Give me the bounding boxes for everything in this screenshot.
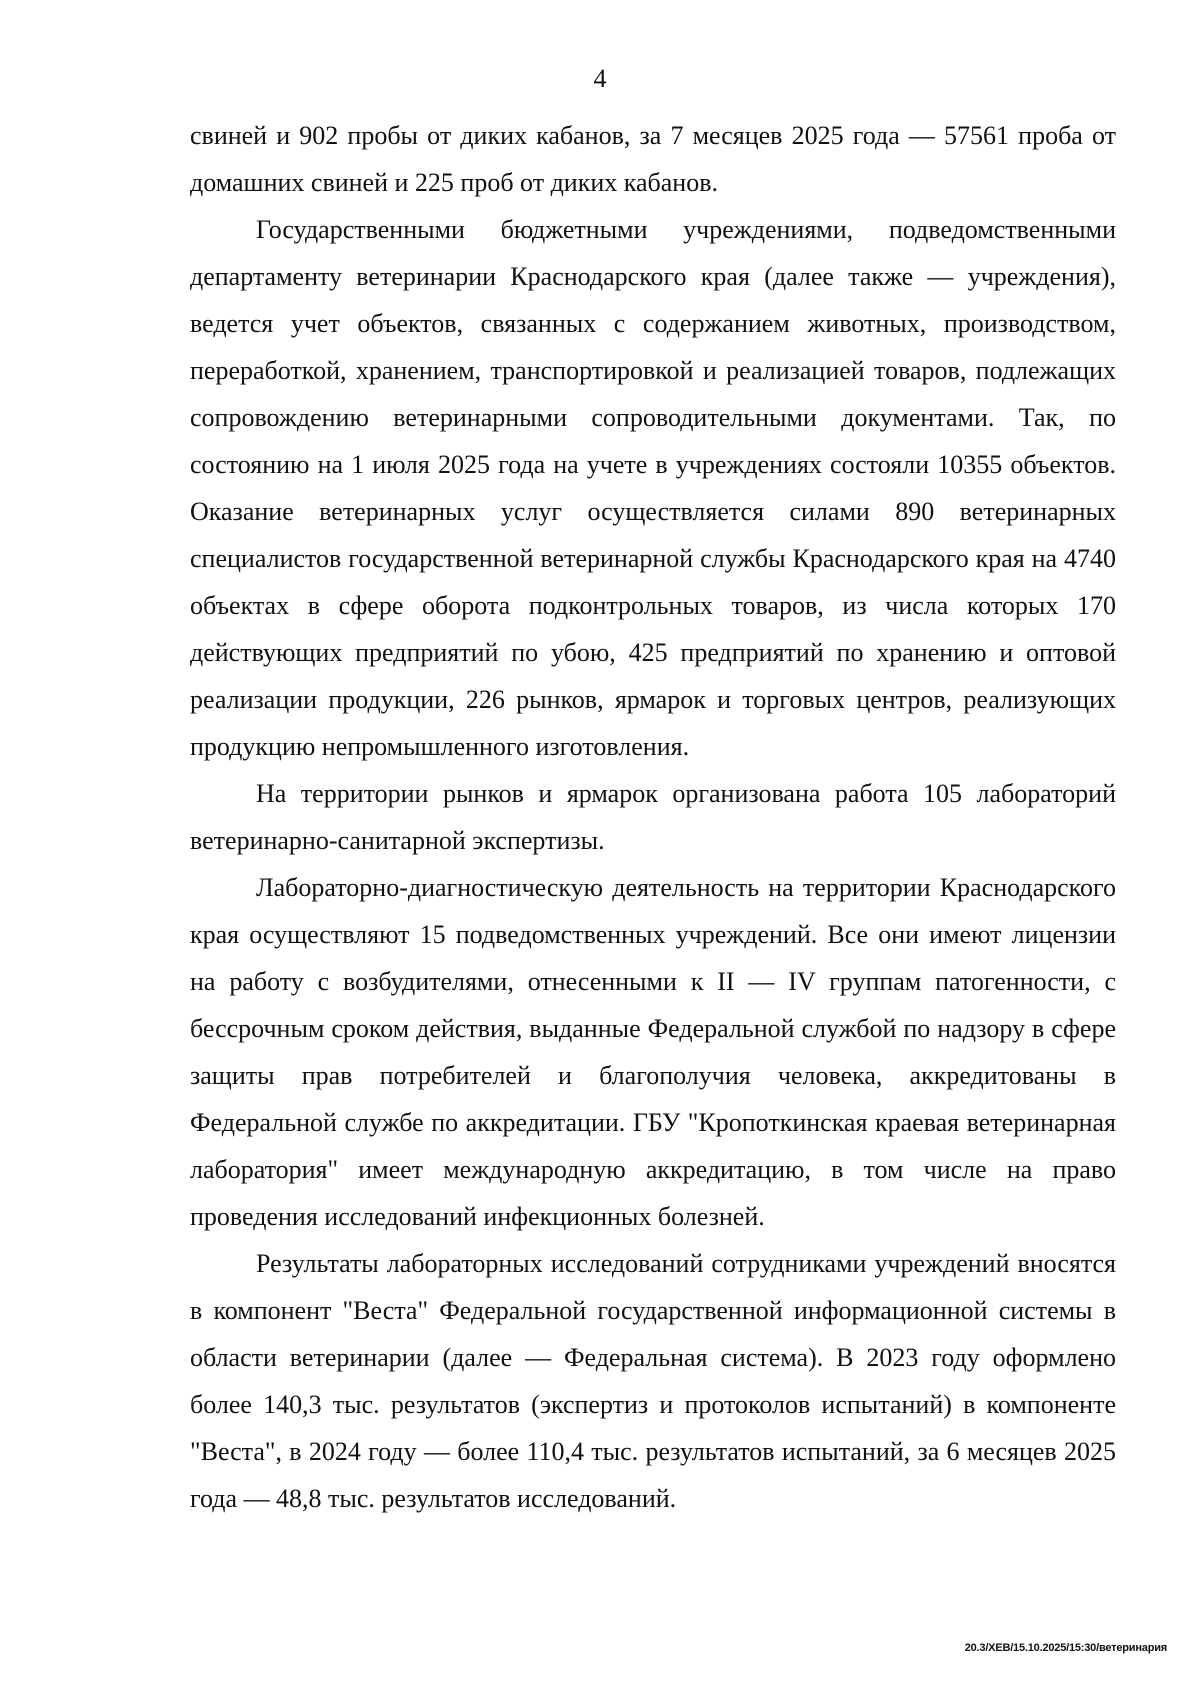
document-body [190,112,1116,1522]
footer-document-code: 20.3/ХЕВ/15.10.2025/15:30/ветеринария [964,1642,1167,1654]
paragraph-continuation: свиней и 902 пробы от диких кабанов, за 7 месяцев 2025 года — 57561 проба от домашних свиней и 225 проб от диких кабанов. [190,121,1116,197]
paragraph-diagnostic-activity: Лабораторно-диагностическую деятельность на территории Краснодарского края осуществляют 15 подведомственных учреждений. Все они имеют лицензии на работу с возбудителями, отнесенными к II — IV группам патогенности, с бессрочным сроком действия, выданные Федеральной службой по надзору в сфере защиты прав потребителей и благополучия человека, аккредитованы в Федеральной службе по аккредитации. ГБУ "Кропоткинская краевая ветеринарная лаборатория" имеет международную аккредитацию, в том числе на право проведения исследований инфекционных болезней. [190,873,1116,1231]
paragraph-object-registry: Государственными бюджетными учреждениями, подведомственными департаменту ветеринарии Краснодарского края (далее также — учреждения), ведется учет объектов, связанных с содержанием животных, производством, переработкой, хранением, транспортировкой и реализацией товаров, подлежащих сопровождению ветеринарными сопроводительными документами. Так, по состоянию на 1 июля 2025 года на учете в учреждениях состояли 10355 объектов. Оказание ветеринарных услуг осуществляется силами 890 ветеринарных специалистов государственной ветеринарной службы Краснодарского края на 4740 объектах в сфере оборота подконтрольных товаров, из числа которых 170 действующих предприятий по убою, 425 предприятий по хранению и оптовой реализации продукции, 226 рынков, ярмарок и торговых центров, реализующих продукцию непромышленного изготовления. [190,215,1116,761]
page-number: 4 [593,64,607,93]
paragraph-vesta-results: Результаты лабораторных исследований сотрудниками учреждений вносятся в компонент "Веста" Федеральной государственной информационной системы в области ветеринарии (далее — Федеральная система). В 2023 году оформлено более 140,3 тыс. результатов (экспертиз и протоколов испытаний) в компоненте "Веста", в 2024 году — более 110,4 тыс. результатов испытаний, за 6 месяцев 2025 года — 48,8 тыс. результатов исследований. [190,1249,1116,1513]
paragraph-market-laboratories: На территории рынков и ярмарок организована работа 105 лабораторий ветеринарно-санитарной экспертизы. [190,779,1116,855]
